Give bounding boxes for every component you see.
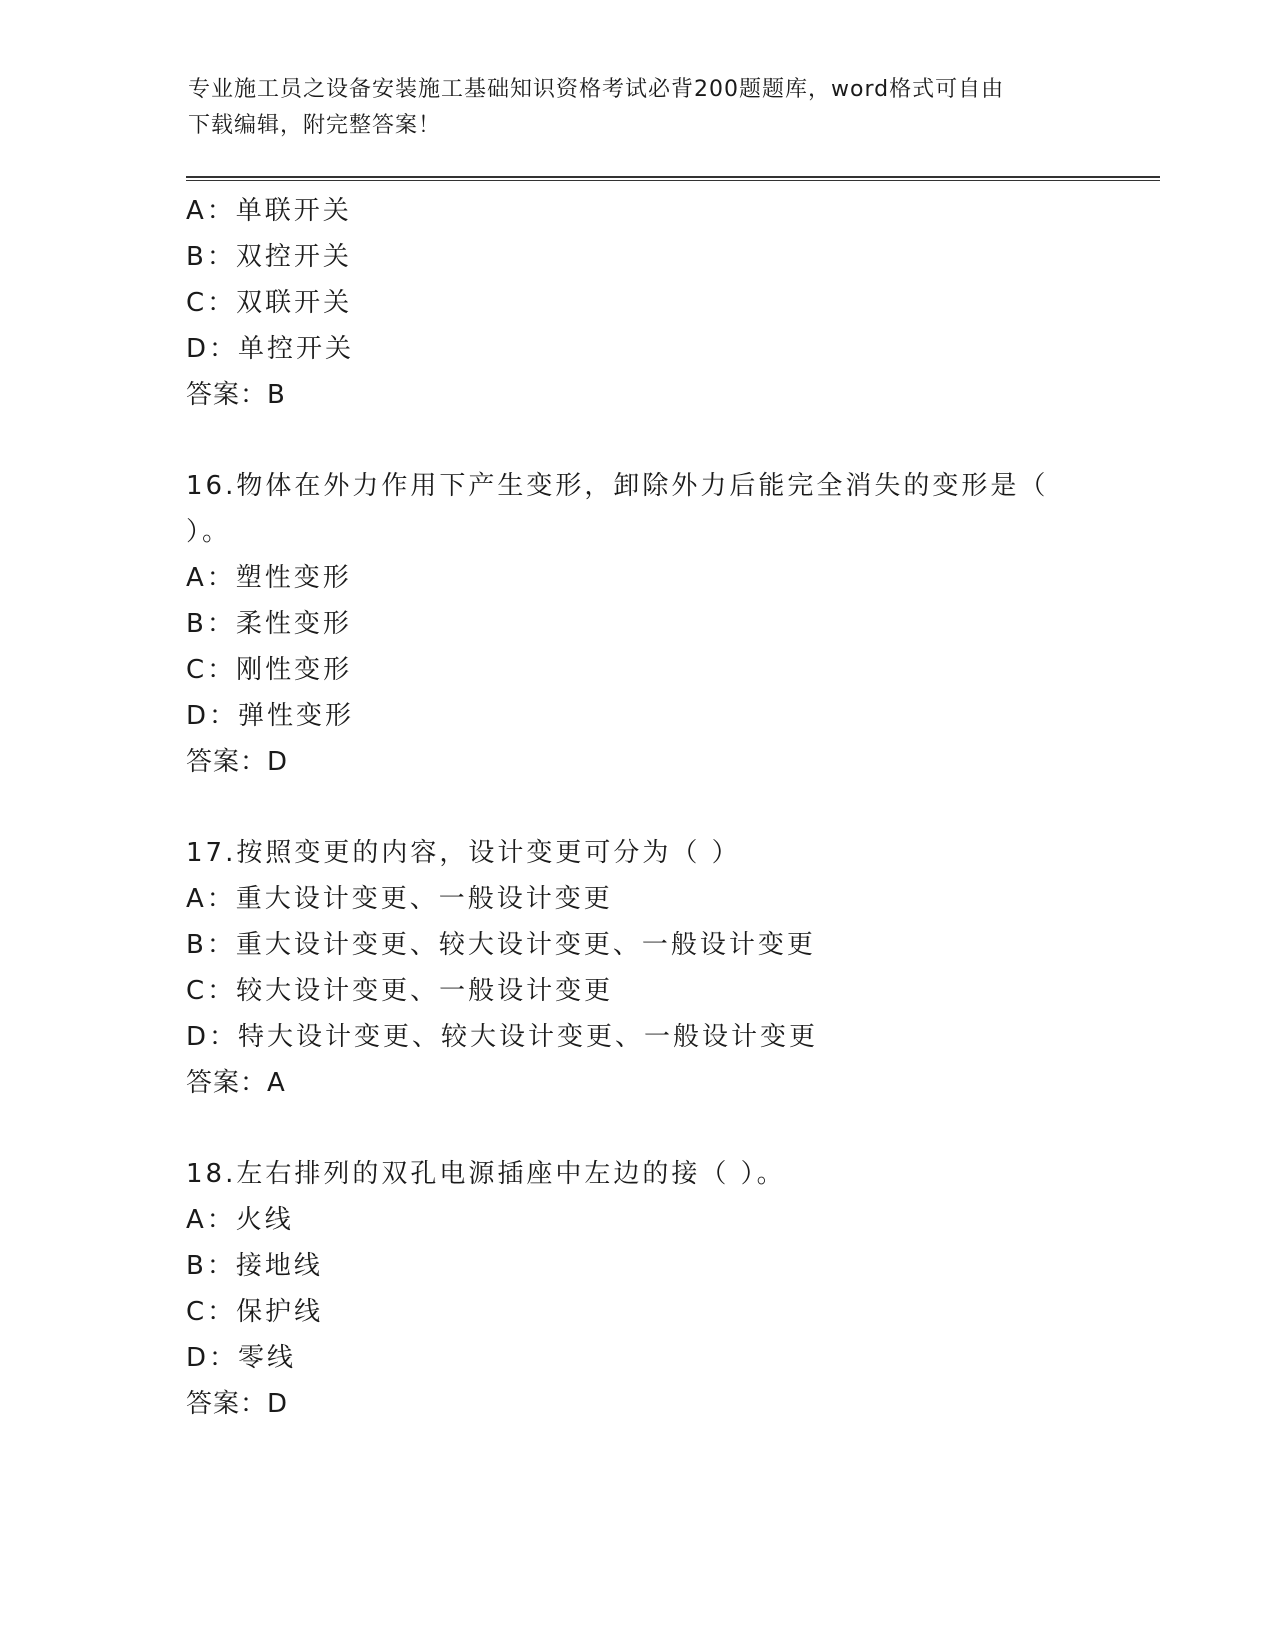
question-list [186,188,1186,1427]
header-divider [186,176,1160,181]
header-line-1: 专业施工员之设备安装施工基础知识资格考试必背200题题库，word格式可自由 [188,77,1005,102]
option-a: A：单联开关 [186,196,352,226]
question-18 [186,1151,1186,1427]
option-b: B：双控开关 [186,242,352,272]
option-c: C：双联开关 [186,288,353,318]
option-d: D：单控开关 [186,334,355,364]
option-b: B：接地线 [186,1251,323,1281]
option-b: B：柔性变形 [186,609,352,639]
question-stem: 17.按照变更的内容，设计变更可分为（ ） [186,838,741,868]
answer: 答案：B [186,380,286,410]
question-16 [186,463,1186,785]
option-b: B：重大设计变更、较大设计变更、一般设计变更 [186,930,816,960]
answer: 答案：A [186,1068,286,1098]
option-a: A：重大设计变更、一般设计变更 [186,884,613,914]
question-15 [186,188,1186,418]
answer: 答案：D [186,1389,289,1419]
option-c: C：保护线 [186,1297,324,1327]
question-stem: 16.物体在外力作用下产生变形，卸除外力后能完全消失的变形是（ [186,471,1049,501]
option-c: C：较大设计变更、一般设计变更 [186,976,614,1006]
option-a: A：火线 [186,1205,294,1235]
answer: 答案：D [186,747,289,777]
document-header [188,72,1068,144]
option-d: D：零线 [186,1343,297,1373]
header-line-2: 下载编辑，附完整答案！ [188,113,442,138]
option-a: A：塑性变形 [186,563,352,593]
option-c: C：刚性变形 [186,655,353,685]
option-d: D：弹性变形 [186,701,355,731]
question-stem-continued: ）。 [186,517,232,547]
option-d: D：特大设计变更、较大设计变更、一般设计变更 [186,1022,819,1052]
question-stem: 18.左右排列的双孔电源插座中左边的接（ ）。 [186,1159,786,1189]
question-17 [186,830,1186,1106]
